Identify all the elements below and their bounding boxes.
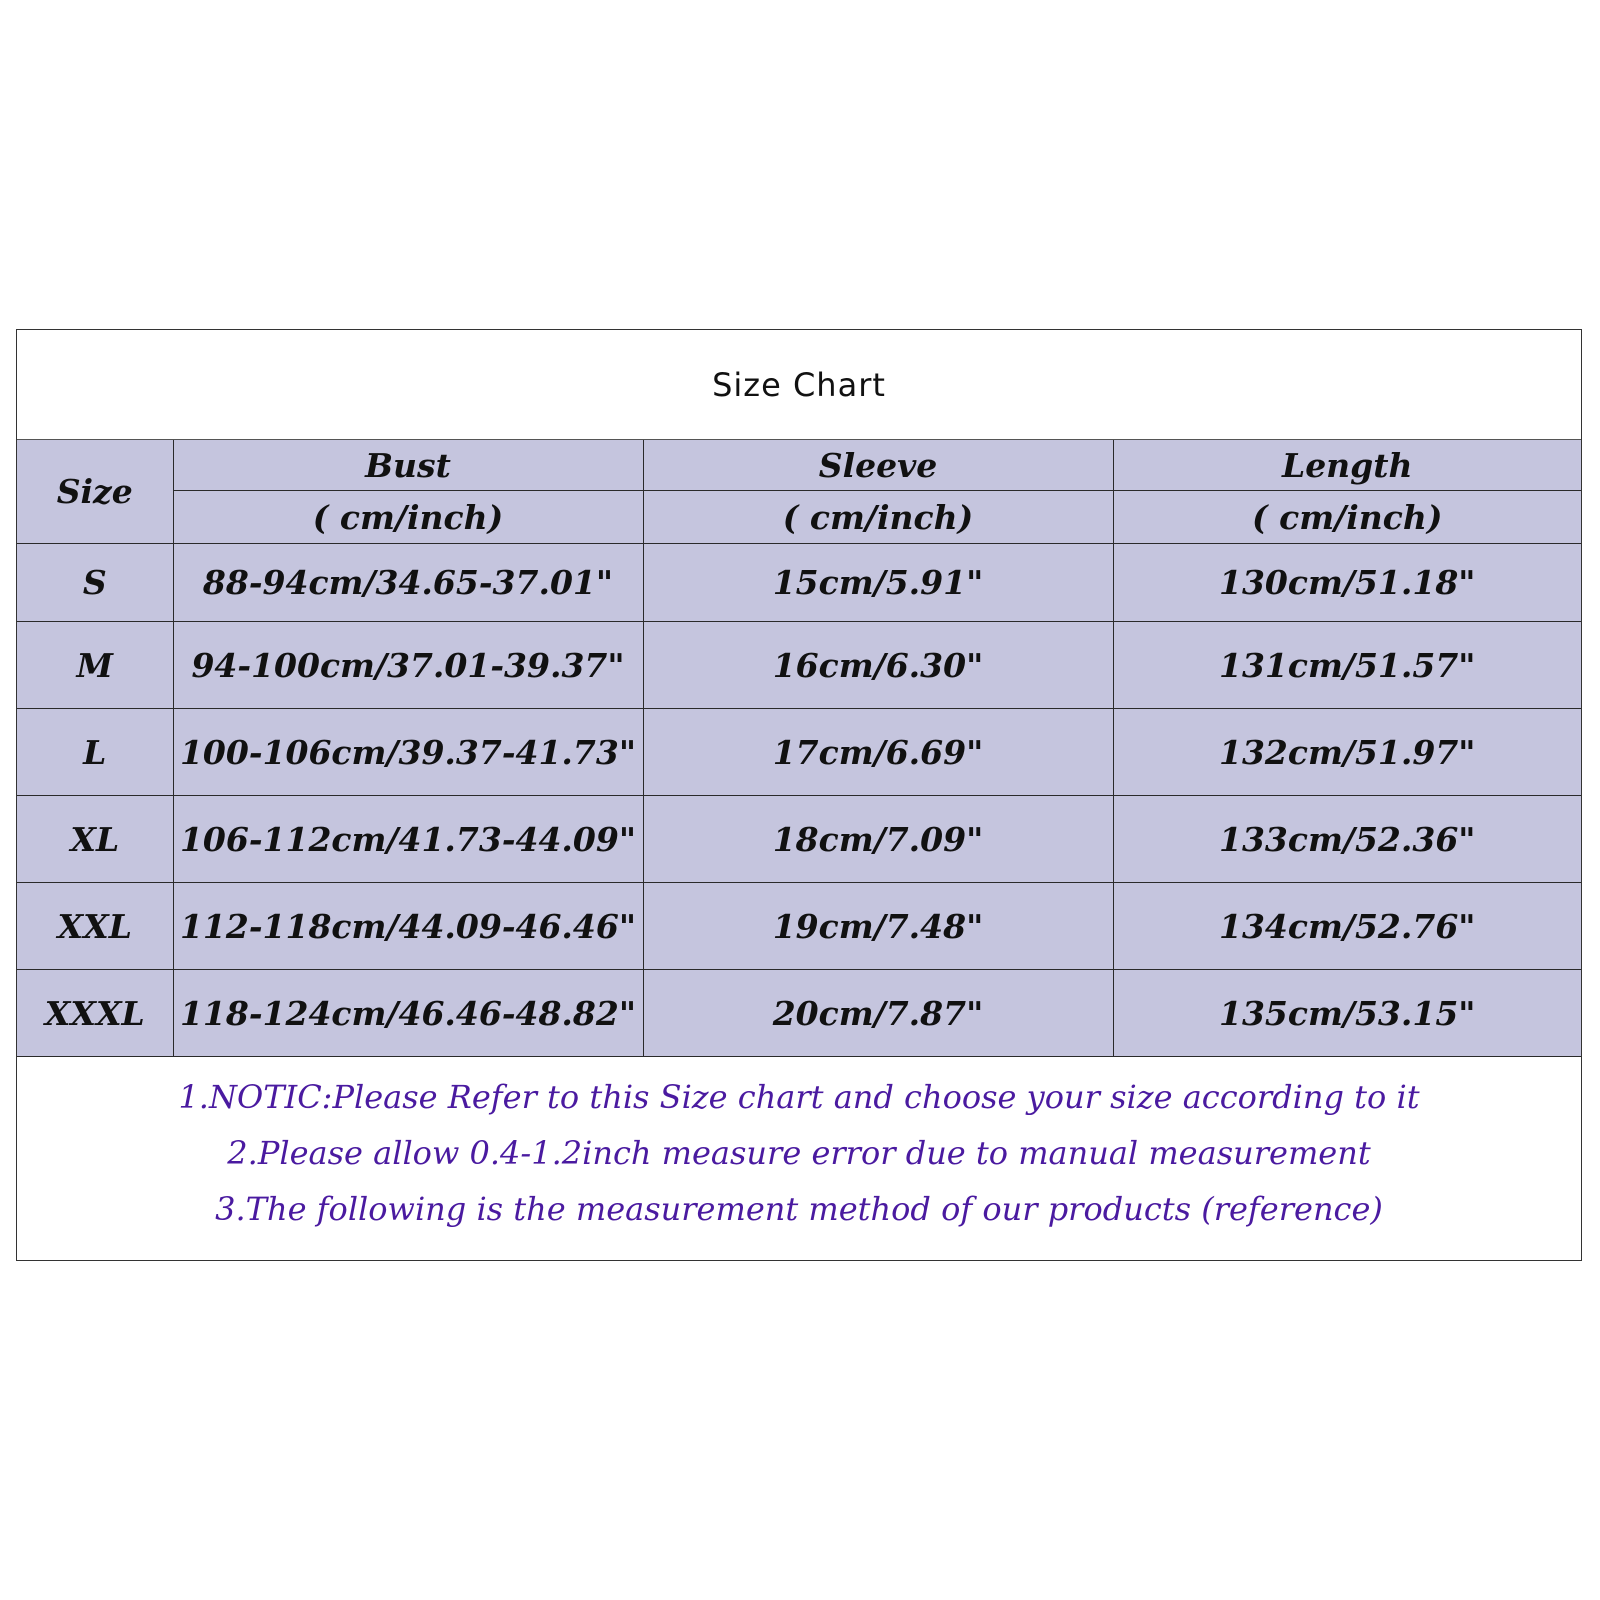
sleeve-cell: 18cm/7.09" xyxy=(643,796,1113,883)
note-line: 2.Please allow 0.4-1.2inch measure error due to manual measurement xyxy=(227,1134,1371,1172)
table-row xyxy=(17,709,1581,796)
size-cell: M xyxy=(17,622,173,709)
length-cell: 135cm/53.15" xyxy=(1113,970,1581,1057)
table-row xyxy=(17,622,1581,709)
length-cell: 130cm/51.18" xyxy=(1113,544,1581,622)
chart-title: Size Chart xyxy=(17,330,1581,440)
header-length-unit: ( cm/inch) xyxy=(1113,491,1581,544)
bust-cell: 106-112cm/41.73-44.09" xyxy=(173,796,643,883)
size-chart xyxy=(16,329,1582,1261)
sleeve-cell: 15cm/5.91" xyxy=(643,544,1113,622)
header-unit-row xyxy=(17,491,1581,544)
header-sleeve: Sleeve xyxy=(643,440,1113,491)
header-bust-unit: ( cm/inch) xyxy=(173,491,643,544)
bust-cell: 118-124cm/46.46-48.82" xyxy=(173,970,643,1057)
bust-cell: 88-94cm/34.65-37.01" xyxy=(173,544,643,622)
header-length: Length xyxy=(1113,440,1581,491)
length-cell: 131cm/51.57" xyxy=(1113,622,1581,709)
length-cell: 133cm/52.36" xyxy=(1113,796,1581,883)
table-row xyxy=(17,970,1581,1057)
bust-cell: 100-106cm/39.37-41.73" xyxy=(173,709,643,796)
length-cell: 132cm/51.97" xyxy=(1113,709,1581,796)
header-sleeve-unit: ( cm/inch) xyxy=(643,491,1113,544)
size-cell: XXXL xyxy=(17,970,173,1057)
header-row xyxy=(17,440,1581,491)
header-size: Size xyxy=(17,440,173,544)
notes xyxy=(17,1057,1581,1237)
bust-cell: 112-118cm/44.09-46.46" xyxy=(173,883,643,970)
bust-cell: 94-100cm/37.01-39.37" xyxy=(173,622,643,709)
size-cell: L xyxy=(17,709,173,796)
size-cell: S xyxy=(17,544,173,622)
size-table xyxy=(17,440,1581,1057)
size-cell: XL xyxy=(17,796,173,883)
table-row xyxy=(17,544,1581,622)
size-cell: XXL xyxy=(17,883,173,970)
table-row xyxy=(17,883,1581,970)
length-cell: 134cm/52.76" xyxy=(1113,883,1581,970)
sleeve-cell: 16cm/6.30" xyxy=(643,622,1113,709)
sleeve-cell: 20cm/7.87" xyxy=(643,970,1113,1057)
header-bust: Bust xyxy=(173,440,643,491)
sleeve-cell: 19cm/7.48" xyxy=(643,883,1113,970)
table-row xyxy=(17,796,1581,883)
note-line: 3.The following is the measurement method of our products (reference) xyxy=(215,1190,1383,1228)
sleeve-cell: 17cm/6.69" xyxy=(643,709,1113,796)
note-line: 1.NOTIC:Please Refer to this Size chart and choose your size according to it xyxy=(178,1078,1420,1116)
